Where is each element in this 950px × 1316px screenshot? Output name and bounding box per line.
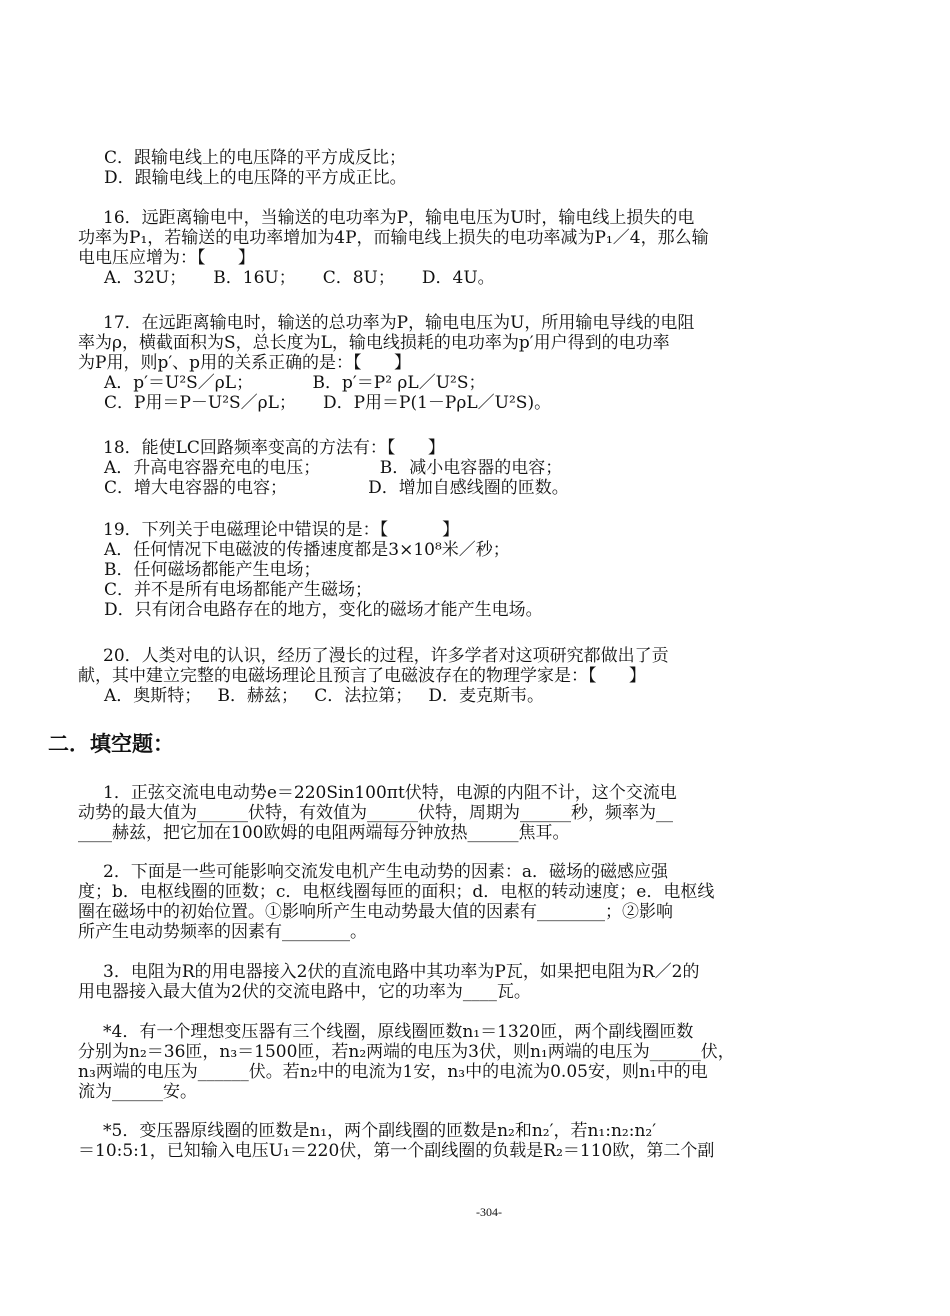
fill-question-5: *5．变压器原线圈的匝数是n₁，两个副线圈的匝数是n₂和n₂′，若n₁:n₂:n₂′ — [103, 1121, 657, 1141]
page-number: -304- — [476, 1205, 502, 1219]
fill-question-1: 1．正弦交流电电动势e＝220Sin100πt伏特，电源的内阻不计，这个交流电 — [103, 783, 677, 803]
option-line: C．并不是所有电场都能产生磁场； — [104, 580, 373, 600]
option-line: C．增大电容器的电容； D．增加自感线圈的匝数。 — [104, 478, 569, 498]
fill-question-4-text: n₃两端的电压为______伏。若n₂中的电流为1安，n₃中的电流为0.05安，则n₁中的电 — [78, 1062, 708, 1082]
fill-question-2-text: 圈在磁场中的初始位置。①影响所产生电动势最大值的因素有________；②影响 — [78, 902, 673, 922]
question-18: 18．能使LC回路频率变高的方法有：【 】 — [103, 438, 445, 458]
question-20: 20．人类对电的认识，经历了漫长的过程，许多学者对这项研究都做出了贡 — [103, 646, 669, 666]
fill-question-3-text: 用电器接入最大值为2伏的交流电路中，它的功率为____瓦。 — [78, 982, 531, 1002]
fill-question-2-text: 所产生电动势频率的因素有________。 — [78, 922, 367, 942]
option-line: C．P用＝P－U²S／ρL； D．P用＝P(1－PρL／U²S)。 — [104, 393, 552, 413]
fill-question-1-text: ____赫兹，把它加在100欧姆的电阻两端每分钟放热______焦耳。 — [78, 823, 570, 843]
fill-question-4: *4．有一个理想变压器有三个线圈，原线圈匝数n₁＝1320匝，两个副线圈匝数 — [103, 1022, 694, 1042]
question-16-text: 功率为P₁，若输送的电功率增加为4P，而输电线上损失的电功率减为P₁／4，那么输 — [78, 228, 709, 248]
option-line: A．升高电容器充电的电压； B．减小电容器的电容； — [104, 458, 563, 478]
question-17: 17．在远距离输电时，输送的总功率为P，输电电压为U，所用输电导线的电阻 — [103, 313, 695, 333]
question-17-text: 率为ρ，横截面积为S，总长度为L，输电线损耗的电功率为p′用户得到的电功率 — [78, 333, 670, 353]
option-line: D．跟输电线上的电压降的平方成正比。 — [104, 168, 407, 188]
option-line: A．32U； B．16U； C．8U； D．4U。 — [104, 268, 495, 288]
question-16: 16．远距离输电中，当输送的电功率为P，输电电压为U时，输电线上损失的电 — [103, 208, 695, 228]
fill-question-3: 3．电阻为R的用电器接入2伏的直流电路中其功率为P瓦，如果把电阻为R／2的 — [103, 962, 700, 982]
option-line: A．p′＝U²S／ρL； B．p′＝P² ρL／U²S； — [104, 373, 486, 393]
question-17-text: 为P用，则p′、p用的关系正确的是：【 】 — [78, 353, 411, 373]
fill-question-1-text: 动势的最大值为______伏特，有效值为______伏特，周期为______秒，频率为__ — [78, 803, 673, 823]
question-19: 19．下列关于电磁理论中错误的是：【 】 — [103, 520, 460, 540]
fill-question-5-text: ＝10:5:1，已知输入电压U₁＝220伏，第一个副线圈的负载是R₂＝110欧，第二个副 — [78, 1141, 715, 1161]
fill-question-2: 2．下面是一些可能影响交流发电机产生电动势的因素：a．磁场的磁感应强 — [103, 862, 668, 882]
fill-question-4-text: 分别为n₂＝36匝，n₃＝1500匝，若n₂两端的电压为3伏，则n₁两端的电压为______伏， — [78, 1042, 735, 1062]
question-20-text: 献，其中建立完整的电磁场理论且预言了电磁波存在的物理学家是：【 】 — [78, 666, 646, 686]
option-line: C．跟输电线上的电压降的平方成反比； — [104, 148, 407, 168]
fill-question-2-text: 度；b．电枢线圈的匝数；c．电枢线圈每匝的面积；d．电枢的转动速度；e．电枢线 — [78, 882, 715, 902]
option-line: D．只有闭合电路存在的地方，变化的磁场才能产生电场。 — [104, 600, 543, 620]
fill-question-4-text: 流为______安。 — [78, 1082, 197, 1102]
option-line: A．奥斯特； B．赫兹； C．法拉第； D．麦克斯韦。 — [104, 686, 545, 706]
option-line: B．任何磁场都能产生电场； — [104, 560, 321, 580]
option-line: A．任何情况下电磁波的传播速度都是3×10⁸米／秒； — [104, 540, 510, 560]
question-16-text: 电电压应增为：【 】 — [78, 248, 255, 268]
section-heading: 二．填空题： — [48, 732, 174, 756]
